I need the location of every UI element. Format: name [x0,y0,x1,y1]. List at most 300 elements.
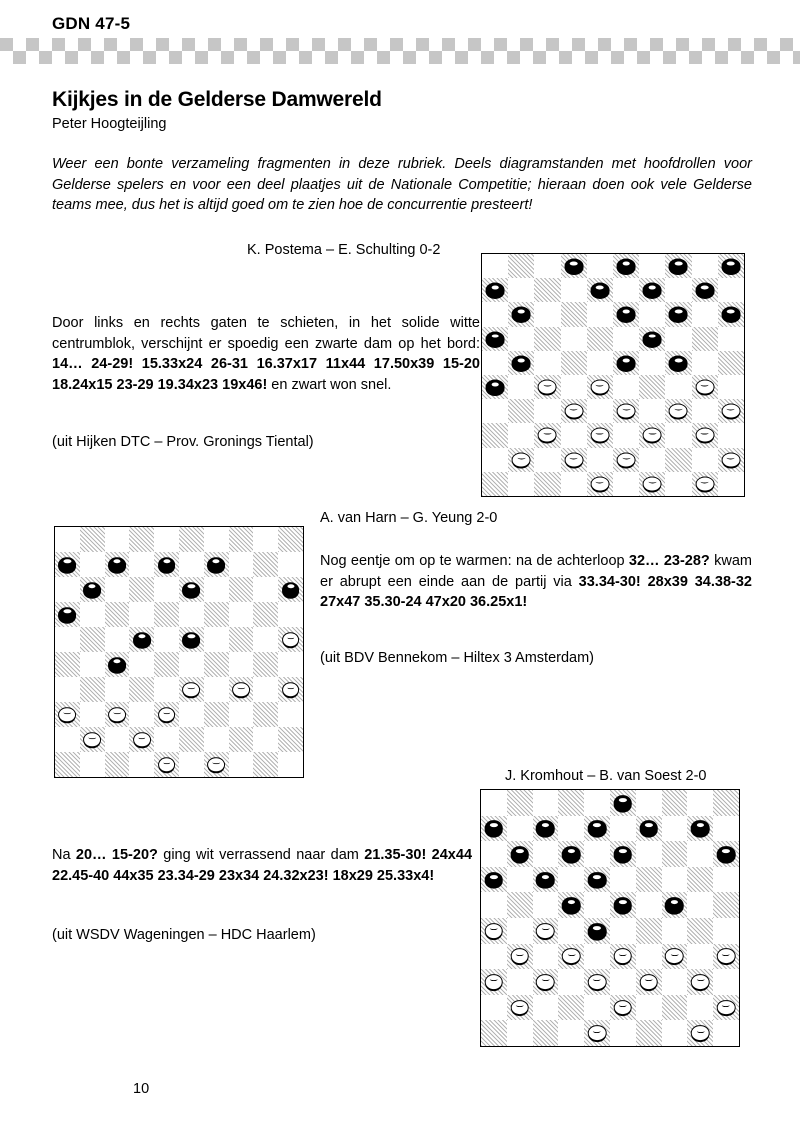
board-square [558,816,584,842]
board-square [129,527,154,552]
board-square [584,892,610,918]
board-square [587,448,613,472]
board-square [665,327,691,351]
board-square [718,327,744,351]
board-square [718,472,744,496]
board-square [105,702,130,727]
header-title: GDN 47-5 [52,14,131,33]
black-piece [695,283,714,298]
board-square [229,752,254,777]
board-square [508,278,534,302]
black-piece [588,923,607,939]
board-square [481,867,507,893]
board-square [584,969,610,995]
board-square [80,702,105,727]
board-square [80,752,105,777]
board-square [507,918,533,944]
white-piece [58,707,76,723]
black-piece [207,557,225,573]
board-square [610,892,636,918]
board-square [639,448,665,472]
board-square [587,472,613,496]
board-square [610,1020,636,1046]
move-notation: 14… 24-29! 15.33x24 26-31 16.37x17 11x44 17.50x39 15-20 18.24x15 23-29 19.34x23 19x46! [52,356,480,393]
board-square [482,327,508,351]
board-square [508,254,534,278]
board-square [662,944,688,970]
board-square [229,677,254,702]
black-piece [485,872,504,888]
prose-text: Na [52,847,76,863]
move-notation: 32… 23-28? [628,553,710,569]
board-square [507,995,533,1021]
article-author: Peter Hoogteijling [52,116,167,132]
game-analysis-1 [52,313,480,395]
board-square [129,702,154,727]
board-square [507,1020,533,1046]
board-square [105,577,130,602]
board-square [55,552,80,577]
board-square [229,652,254,677]
board-square [154,652,179,677]
board-square [533,892,559,918]
prose-text: Door links en rechts gaten te schieten, in het solide witte centrumblok, verschijnt er spoedig een zwarte dam op het bord: [52,315,480,352]
black-piece [617,259,636,274]
game-source-3: (uit WSDV Wageningen – HDC Haarlem) [52,927,316,943]
checker-row-bottom [0,51,800,64]
board-square [204,677,229,702]
board-square [587,351,613,375]
board-square [665,302,691,326]
board-square [558,944,584,970]
board-square [481,969,507,995]
board-square [718,399,744,423]
board-square [587,327,613,351]
black-piece [486,380,505,395]
black-piece [512,355,531,370]
board-square [584,918,610,944]
board-square [482,375,508,399]
board-square [179,752,204,777]
board-square [613,399,639,423]
board-square [481,944,507,970]
black-piece [721,307,740,322]
board-square [533,995,559,1021]
board-square [278,702,303,727]
board-square [718,375,744,399]
board-square [639,254,665,278]
board-square [534,399,560,423]
board-square [179,552,204,577]
board-square [687,995,713,1021]
board-square [636,816,662,842]
black-piece [536,820,555,836]
board-square [481,841,507,867]
board-square [481,918,507,944]
board-square [687,918,713,944]
board-square [105,527,130,552]
white-piece [590,428,609,443]
board-square [665,278,691,302]
board-square [80,727,105,752]
board-square [692,399,718,423]
black-piece [562,897,581,913]
game-source-2: (uit BDV Bennekom – Hiltex 3 Amsterdam) [320,650,594,666]
board-square [533,969,559,995]
board-square [687,944,713,970]
board-square [533,841,559,867]
board-square [105,727,130,752]
board-square [665,399,691,423]
board-square [481,892,507,918]
game-analysis-2 [320,551,752,613]
black-piece [562,846,581,862]
board-square [558,1020,584,1046]
board-square [55,727,80,752]
board-square [713,867,739,893]
board-square [507,816,533,842]
board-square [639,423,665,447]
board-square [533,867,559,893]
board-square [587,423,613,447]
board-square [80,552,105,577]
board-square [662,918,688,944]
board-square [662,867,688,893]
game-caption-3: J. Kromhout – B. van Soest 2-0 [505,768,707,784]
white-piece [538,380,557,395]
white-piece [207,757,225,773]
board-square [129,652,154,677]
white-piece [133,732,151,748]
board-square [662,1020,688,1046]
white-piece [643,428,662,443]
board-square [534,472,560,496]
white-piece [717,948,736,964]
board-square [584,841,610,867]
white-piece [721,452,740,467]
board-square [558,790,584,816]
board-square [558,995,584,1021]
board-square [154,727,179,752]
board-square [229,552,254,577]
board-square [55,627,80,652]
white-piece [614,948,633,964]
board-square [253,702,278,727]
prose-text: Nog eentje om op te warmen: na de achterloop [320,553,629,569]
black-piece [721,259,740,274]
board-square [80,527,105,552]
draughts-board-1 [481,253,745,497]
page-title: Kijkjes in de Gelderse Damwereld [52,88,382,111]
white-piece [590,380,609,395]
draughts-board-3 [480,789,740,1047]
white-piece [669,404,688,419]
board-square [613,254,639,278]
board-square [204,602,229,627]
board-square [129,752,154,777]
board-square [587,254,613,278]
board-square [129,577,154,602]
board-square [636,918,662,944]
board-square [154,602,179,627]
board-square [129,727,154,752]
black-piece [588,872,607,888]
white-piece [485,974,504,990]
white-piece [158,707,176,723]
white-piece [721,404,740,419]
board-square [534,254,560,278]
prose-text: kwam er abrupt een einde aan de partij via [320,553,752,590]
board-square [692,472,718,496]
board-square [639,351,665,375]
black-piece [158,557,176,573]
board-square [561,254,587,278]
board-square [179,652,204,677]
board-square [613,302,639,326]
board-square [613,278,639,302]
board-square [179,627,204,652]
board-square [558,892,584,918]
board-square [105,602,130,627]
black-piece [617,355,636,370]
board-square [584,944,610,970]
black-piece [182,632,200,648]
board-square [558,969,584,995]
board-square [662,969,688,995]
board-square [692,327,718,351]
white-piece [588,974,607,990]
black-piece [614,897,633,913]
board-square [687,969,713,995]
board-square [533,790,559,816]
board-square [639,399,665,423]
board-square [179,527,204,552]
board-square [179,677,204,702]
white-piece [617,404,636,419]
board-square [534,327,560,351]
white-piece [536,974,555,990]
board-square [508,375,534,399]
board-square [584,867,610,893]
board-square [179,727,204,752]
board-square [278,677,303,702]
board-square [561,399,587,423]
board-square [507,790,533,816]
move-notation: 20… 15-20? [75,847,158,863]
board-square [662,995,688,1021]
board-square [662,790,688,816]
board-square [253,527,278,552]
white-piece [108,707,126,723]
board-square [55,677,80,702]
white-piece [695,380,714,395]
board-square [508,399,534,423]
board-square [718,423,744,447]
board-square [718,302,744,326]
board-square [718,448,744,472]
board-square [80,627,105,652]
board-square [665,254,691,278]
black-piece [691,820,710,836]
board-square [278,627,303,652]
board-square [179,602,204,627]
board-square [561,351,587,375]
black-piece [588,820,607,836]
black-piece [614,846,633,862]
white-piece [232,682,250,698]
game-analysis-3 [52,845,472,886]
board-square [80,602,105,627]
checkered-divider-band [0,38,800,64]
board-square [533,1020,559,1046]
board-square [687,892,713,918]
board-square [613,448,639,472]
board-square [558,918,584,944]
board-square [534,302,560,326]
board-square [692,302,718,326]
board-square [587,375,613,399]
board-square [253,627,278,652]
white-piece [512,452,531,467]
board-square [508,351,534,375]
board-square [253,677,278,702]
game-caption-1: K. Postema – E. Schulting 0-2 [247,242,441,258]
board-square [713,969,739,995]
black-piece [182,582,200,598]
board-square [204,552,229,577]
move-notation: 33.34-30! 28x39 34.38-32 27x47 35.30-24 47x20 36.25x1! [320,573,752,610]
board-square [665,423,691,447]
board-square [204,527,229,552]
board-square [639,375,665,399]
board-square [482,254,508,278]
board-square [718,278,744,302]
board-square [482,423,508,447]
board-square [584,995,610,1021]
board-square [613,327,639,351]
white-piece [590,476,609,491]
board-square [713,841,739,867]
board-square [204,752,229,777]
black-piece [510,846,529,862]
board-square [687,867,713,893]
white-piece [691,974,710,990]
white-piece [617,452,636,467]
board-square [692,254,718,278]
board-square [636,867,662,893]
board-square [179,577,204,602]
black-piece [717,846,736,862]
white-piece [717,1000,736,1016]
board-square [105,552,130,577]
board-square [639,327,665,351]
board-square [179,702,204,727]
board-square [154,577,179,602]
white-piece [510,948,529,964]
board-square [692,423,718,447]
board-square [253,727,278,752]
board-square [636,995,662,1021]
board-square [55,752,80,777]
black-piece [536,872,555,888]
board-square [561,375,587,399]
board-square [204,702,229,727]
board-square [687,1020,713,1046]
board-square [508,448,534,472]
board-square [558,867,584,893]
board-square [561,302,587,326]
board-square [154,677,179,702]
board-square [533,918,559,944]
white-piece [665,948,684,964]
board-square [55,702,80,727]
white-piece [182,682,200,698]
move-notation: 21.35-30! 24x44 22.45-40 44x35 23.34-29 23x34 24.32x23! 18x29 25.33x4! [52,847,473,884]
board-square [561,472,587,496]
white-piece [614,1000,633,1016]
board-square [558,841,584,867]
board-square [482,351,508,375]
white-piece [158,757,176,773]
black-piece [282,582,300,598]
black-piece [133,632,151,648]
white-piece [282,632,300,648]
board-square [253,602,278,627]
board-square [687,816,713,842]
board-square [507,969,533,995]
board-square [587,278,613,302]
board-square [636,1020,662,1046]
board-square [584,1020,610,1046]
white-piece [695,428,714,443]
board-square [713,944,739,970]
board-square [687,841,713,867]
board-square [636,841,662,867]
page-number: 10 [133,1081,150,1097]
board-square [204,577,229,602]
board-square [229,627,254,652]
board-square [610,918,636,944]
board-square [533,944,559,970]
white-piece [564,452,583,467]
white-piece [639,974,658,990]
black-piece [486,283,505,298]
board-square [718,351,744,375]
board-square [55,527,80,552]
white-piece [691,1025,710,1041]
black-piece [643,331,662,346]
board-square [482,472,508,496]
board-square [692,351,718,375]
board-square [713,892,739,918]
black-piece [108,657,126,673]
board-square [713,816,739,842]
white-piece [564,404,583,419]
board-square [229,577,254,602]
board-square [482,302,508,326]
board-square [613,351,639,375]
board-square [665,448,691,472]
black-piece [512,307,531,322]
board-square [253,752,278,777]
board-square [665,375,691,399]
board-square [534,448,560,472]
board-square [692,278,718,302]
black-piece [58,557,76,573]
board-square [610,944,636,970]
board-square [508,327,534,351]
board-square [204,727,229,752]
